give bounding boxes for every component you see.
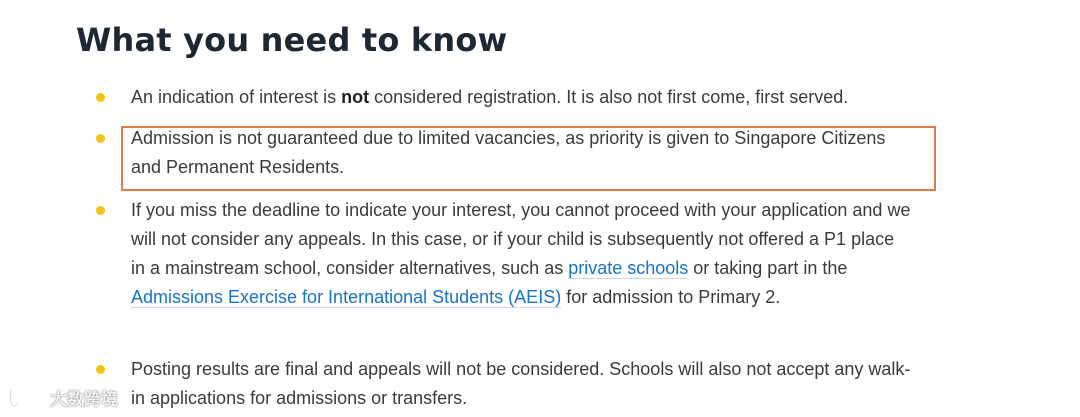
list-item-text: Posting results are final and appeals will not be considered. Schools will also not accept any walk-in applications for admissions or transfers. <box>131 359 911 408</box>
list-item <box>131 196 911 312</box>
list-item-text: If you miss the deadline to indicate your interest, you cannot proceed with your application and we will not consider any appeals. In this case, or if your child is subsequently not offered a P1 place in a mainstream school, consider alternatives, such as <box>131 200 911 278</box>
list-item-text: Admission is not guaranteed due to limited vacancies, as priority is given to Singapore Citizens and Permanent Residents. <box>131 128 886 177</box>
aeis-link[interactable]: Admissions Exercise for International Students (AEIS) <box>131 287 562 307</box>
list-item-text: An indication of interest is <box>131 87 342 107</box>
watermark <box>6 382 118 412</box>
bullet-icon <box>96 134 105 143</box>
list-item-highlighted <box>131 124 911 182</box>
list-item <box>131 83 911 112</box>
list-item-text: or taking part in the <box>688 258 848 278</box>
list-item-text: considered registration. It is also not first come, first served. <box>369 87 849 107</box>
list-item <box>131 355 911 413</box>
bullet-icon <box>96 206 105 215</box>
section-heading: What you need to know <box>76 21 508 59</box>
private-schools-link[interactable]: private schools <box>568 258 689 278</box>
bullet-icon <box>96 93 105 102</box>
bullet-icon <box>96 365 105 374</box>
emphasis-text: not <box>341 87 370 107</box>
list-item-text: for admission to Primary 2. <box>561 287 781 307</box>
watermark-text: 大数跨境 <box>50 389 118 410</box>
watermark-logo-icon <box>6 385 46 409</box>
